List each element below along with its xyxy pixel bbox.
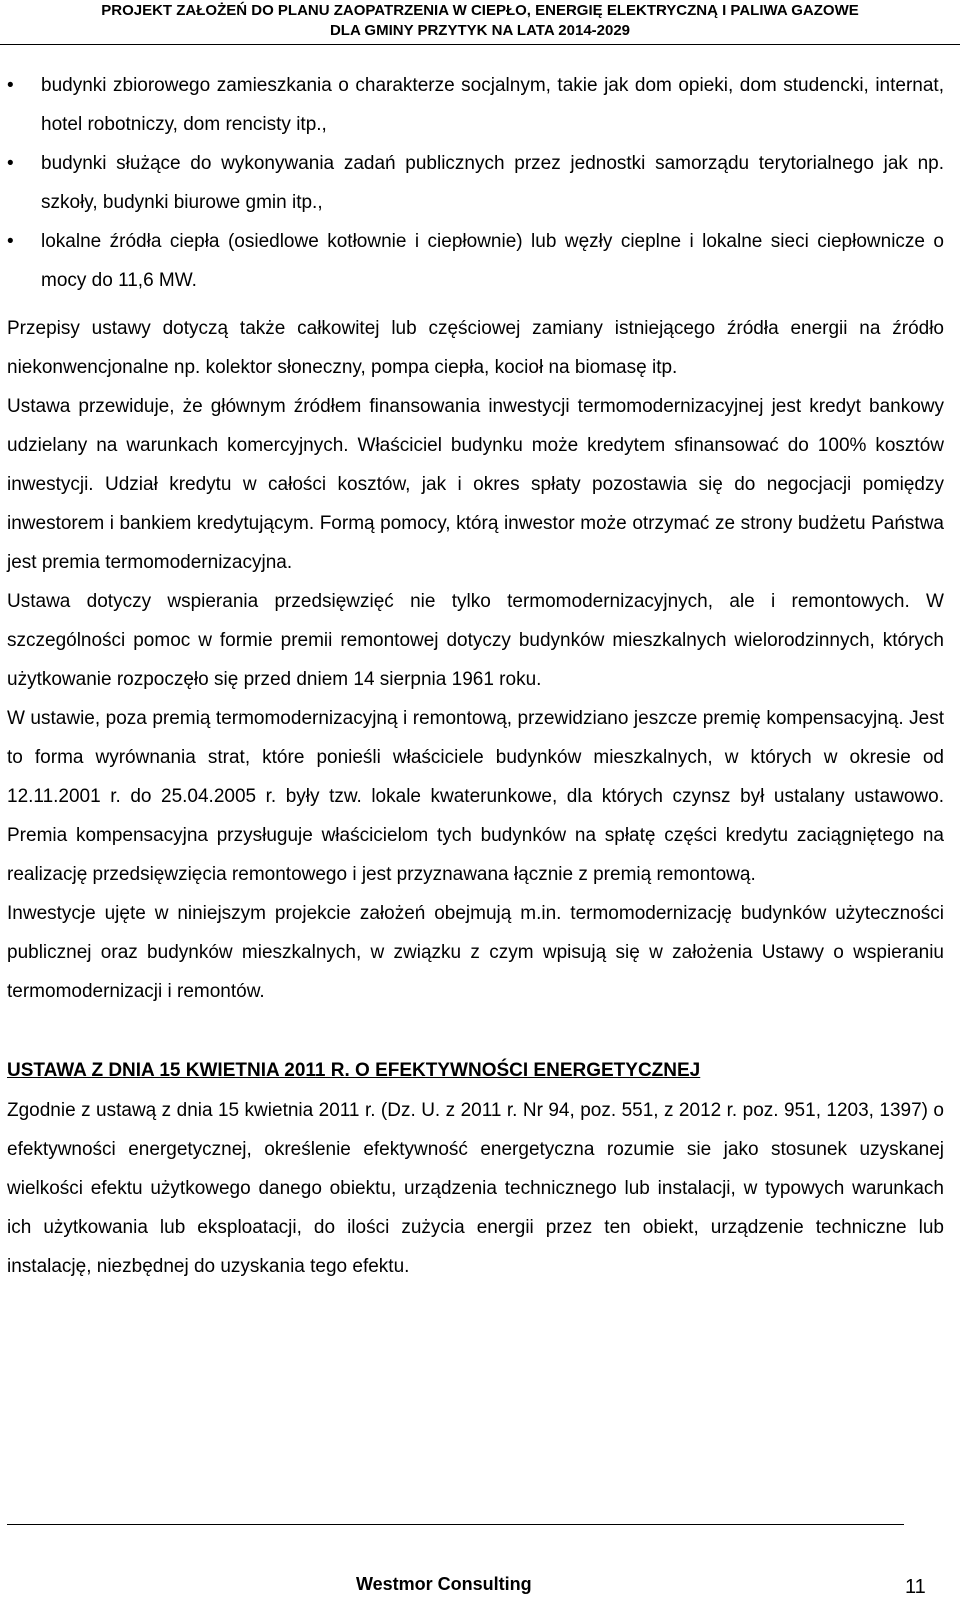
header-title-line-2: DLA GMINY PRZYTYK NA LATA 2014-2029: [329, 22, 631, 39]
page-number: 11: [905, 1576, 926, 1598]
bullet-icon: •: [7, 75, 14, 96]
paragraph-investments: Inwestycje ujęte w niniejszym projekcie założeń obejmują m.in. termomodernizację budynków użyteczności publicznej oraz budynków mieszkalnych, w związku z czym wpisują się w założenia Ustawy o wspieraniu termomodernizacji i remontów.: [7, 903, 944, 1002]
header-divider: [0, 44, 960, 45]
bullet-list: [7, 66, 944, 300]
paragraph-renovation: Ustawa dotyczy wspierania przedsięwzięć nie tylko termomodernizacyjnych, ale i remontowych. W szczególności pomoc w formie premii remontowej dotyczy budynków mieszkalnych wielorodzinnych, których użytkowanie rozpoczęło się przed dniem 14 sierpnia 1961 roku.: [7, 591, 944, 690]
paragraph-financing: Ustawa przewiduje, że głównym źródłem finansowania inwestycji termomodernizacyjnej jest kredyt bankowy udzielany na warunkach komercyjnych. Właściciel budynku może kredytem sfinansować do 100% kosztów inwestycji. Udział kredytu w całości kosztów, jak i okres spłaty pozostawia się do negocjacji pomiędzy inwestorem i bankiem kredytującym. Formą pomocy, którą inwestor może otrzymać ze strony budżetu Państwa jest premia termomodernizacyjna.: [7, 396, 944, 573]
list-item: [7, 144, 944, 222]
document-body: [7, 66, 944, 1286]
page-header: [0, 0, 960, 46]
spacer: [7, 1011, 944, 1051]
list-item-text: budynki zbiorowego zamieszkania o charakterze socjalnym, takie jak dom opieki, dom studencki, internat, hotel robotniczy, dom rencisty itp.,: [41, 75, 944, 135]
bullet-icon: •: [7, 153, 14, 174]
section-heading: USTAWA Z DNIA 15 KWIETNIA 2011 R. O EFEKTYWNOŚCI ENERGETYCZNEJ: [7, 1060, 701, 1081]
paragraph-energy-efficiency: Zgodnie z ustawą z dnia 15 kwietnia 2011 r. (Dz. U. z 2011 r. Nr 94, poz. 551, z 2012 r. poz. 951, 1203, 1397) o efektywności energetycznej, określenie efektywność energetyczna rozumie sie jako stosunek uzyskanej wielkości efektu użytkowego danego obiektu, urządzenia technicznego lub instalacji, w typowych warunkach ich użytkowania lub eksploatacji, do ilości zużycia energii przez ten obiekt, urządzenie techniczne lub instalację, niezbędnej do uzyskania tego efektu.: [7, 1100, 944, 1277]
bullet-icon: •: [7, 231, 14, 252]
paragraph-replacement-sources: Przepisy ustawy dotyczą także całkowitej lub częściowej zamiany istniejącego źródła energii na źródło niekonwencjonalne np. kolektor słoneczny, pompa ciepła, kocioł na biomasę itp.: [7, 318, 944, 378]
paragraph-compensation: W ustawie, poza premią termomodernizacyjną i remontową, przewidziano jeszcze premię kompensacyjną. Jest to forma wyrównania strat, które ponieśli właściciele budynków mieszkalnych, w których w okresie od 12.11.2001 r. do 25.04.2005 r. były tzw. lokale kwaterunkowe, dla których czynsz był ustalany ustawowo. Premia kompensacyjna przysługuje właścicielom tych budynków na spłatę części kredytu zaciągniętego na realizację przedsięwzięcia remontowego i jest przyznawana łącznie z premią remontową.: [7, 708, 944, 885]
footer-company: Westmor Consulting: [356, 1574, 532, 1594]
list-item: [7, 66, 944, 144]
footer-divider: [7, 1524, 904, 1525]
list-item-text: budynki służące do wykonywania zadań publicznych przez jednostki samorządu terytorialnego jak np. szkoły, budynki biurowe gmin itp.,: [41, 153, 944, 213]
list-item-text: lokalne źródła ciepła (osiedlowe kotłownie i ciepłownie) lub węzły cieplne i lokalne sieci ciepłownicze o mocy do 11,6 MW.: [41, 231, 944, 291]
header-title-line-1: PROJEKT ZAŁOŻEŃ DO PLANU ZAOPATRZENIA W CIEPŁO, ENERGIĘ ELEKTRYCZNĄ I PALIWA GAZOWE: [101, 2, 859, 19]
list-item: [7, 222, 944, 300]
